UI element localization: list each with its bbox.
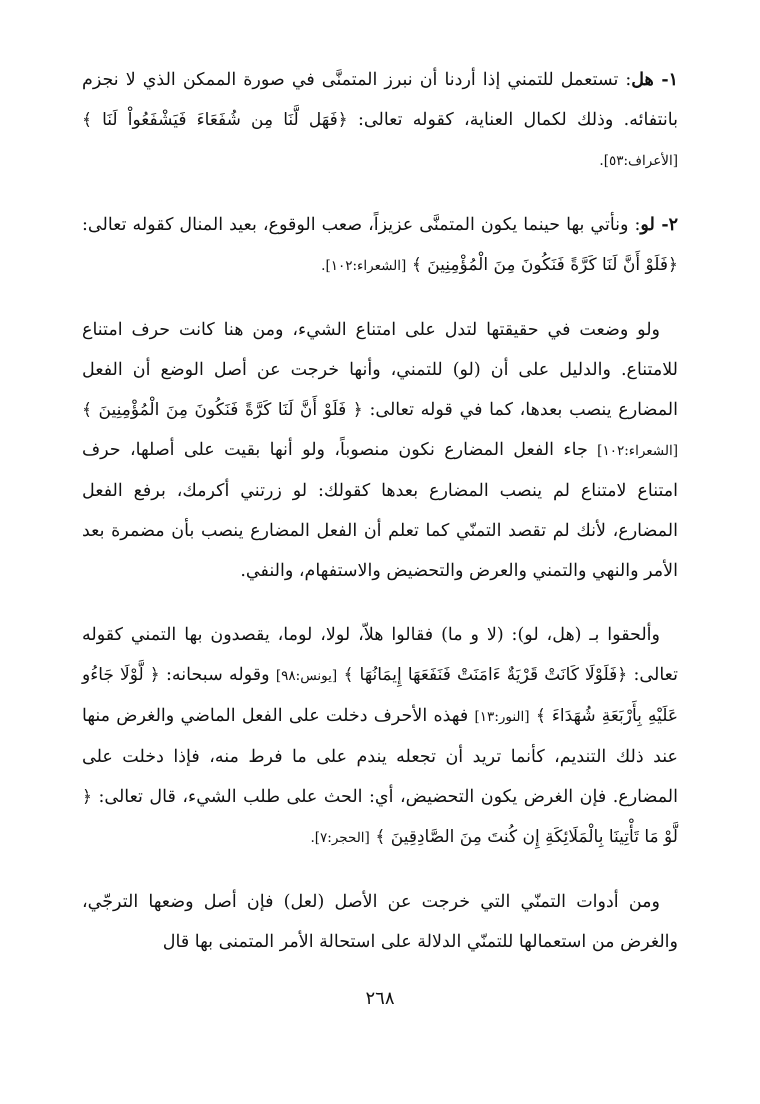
quran-verse: ﴿ فَلَوْ أَنَّ لَنَا كَرَّةً فَنَكُونَ مِنَ الْمُؤْمِنِينَ ﴾ xyxy=(82,400,363,420)
verse-reference: [الحجر:٧]. xyxy=(310,830,370,846)
paragraph-text: ومن أدوات التمنّي التي خرجت عن الأصل (لعل) فإن أصل وضعها الترجّي، والغرض من استعمالها للتمنّي الدلالة على استحالة الأمر المتمنى بها قال xyxy=(82,892,678,952)
item-number: ٢- لو xyxy=(640,215,679,235)
paragraph-text: : ونأتي بها حينما يكون المتمنَّى عزيزاً، صعب الوقوع، بعيد المنال كقوله تعالى: xyxy=(82,215,641,235)
paragraph-text: جاء الفعل المضارع نكون منصوباً، ولو أنها بقيت على أصلها، حرف امتناع لامتناع لم ينصب المضارع بعدها كقولك: لو زرتني أكرمك، برفع الفعل المضارع، لأنك لم تقصد التمنّي كما تعلم أن الفعل المضارع ينصب بأن مضمرة بعد الأمر والنهي والتمني والعرض والتحضيض والاستفهام، والنفي. xyxy=(82,440,678,581)
page-number: ٢٦٨ xyxy=(365,988,395,1009)
paragraph-law xyxy=(82,205,678,286)
quran-verse: ﴿فَهَل لَّنَا مِن شُفَعَاءَ فَيَشْفَعُواْ لَنَا ﴾ xyxy=(82,110,348,130)
paragraph-text: وألحقوا بـ (هل، لو): (لا و ما) فقالوا هلاّ، لولا، لوما، يقصدون بها التمني كقوله تعالى: xyxy=(82,625,678,685)
verse-reference: [يونس:٩٨] xyxy=(275,668,338,684)
quran-verse: ﴿ لَّوْ مَا تَأْتِينَا بِالْمَلَائِكَةِ إِن كُنتَ مِنَ الصَّادِقِينَ ﴾ xyxy=(82,787,678,847)
paragraph-ilhaq xyxy=(82,615,678,858)
quran-verse: ﴿ لَّوْلَا جَاءُو عَلَيْهِ بِأَرْبَعَةِ شُهَدَاءَ ﴾ xyxy=(82,665,678,726)
paragraph-hal xyxy=(82,60,678,181)
paragraph-text: ولو وضعت في حقيقتها لتدل على امتناع الشيء، ومن هنا كانت حرف امتناع للامتناع. والدليل على أن (لو) للتمني، وأنها خرجت عن أصل الوضع أن الفعل المضارع ينصب بعدها، كما في قوله تعالى: xyxy=(82,320,679,420)
paragraph-text: فهذه الأحرف دخلت على الفعل الماضي والغرض منها عند ذلك التنديم، كأنما تريد أن تجعله يندم على ما فرط منه، فإذا دخلت على المضارع. فإن الغرض يكون التحضيض، أي: الحث على طلب الشيء، قال تعالى: xyxy=(82,706,678,807)
page-body xyxy=(82,60,678,986)
paragraph-text: وقوله سبحانه: xyxy=(159,665,276,685)
paragraph-law-origin xyxy=(82,310,678,591)
quran-verse: ﴿فَلَوْلَا كَانَتْ قَرْيَةٌ ءَامَنَتْ فَنَفَعَهَا إِيمَانُهَا ﴾ xyxy=(343,665,628,685)
verse-reference: [الشعراء:١٠٢] xyxy=(597,443,678,459)
quran-verse: ﴿فَلَوْ أَنَّ لَنَا كَرَّةً فَنَكُونَ مِنَ الْمُؤْمِنِينَ ﴾ xyxy=(411,255,678,275)
verse-reference: [النور:١٣] xyxy=(474,709,530,725)
verse-reference: [الشعراء:١٠٢]. xyxy=(321,258,407,274)
item-number: ١- هل xyxy=(631,70,678,90)
paragraph-laal xyxy=(82,882,678,962)
paragraph-text: : تستعمل للتمني إذا أردنا أن نبرز المتمنَّى في صورة الممكن الذي لا نجزم بانتفائه. وذلك لكمال العناية، كقوله تعالى: xyxy=(82,70,679,130)
verse-reference: [الأعراف:٥٣]. xyxy=(599,153,678,169)
